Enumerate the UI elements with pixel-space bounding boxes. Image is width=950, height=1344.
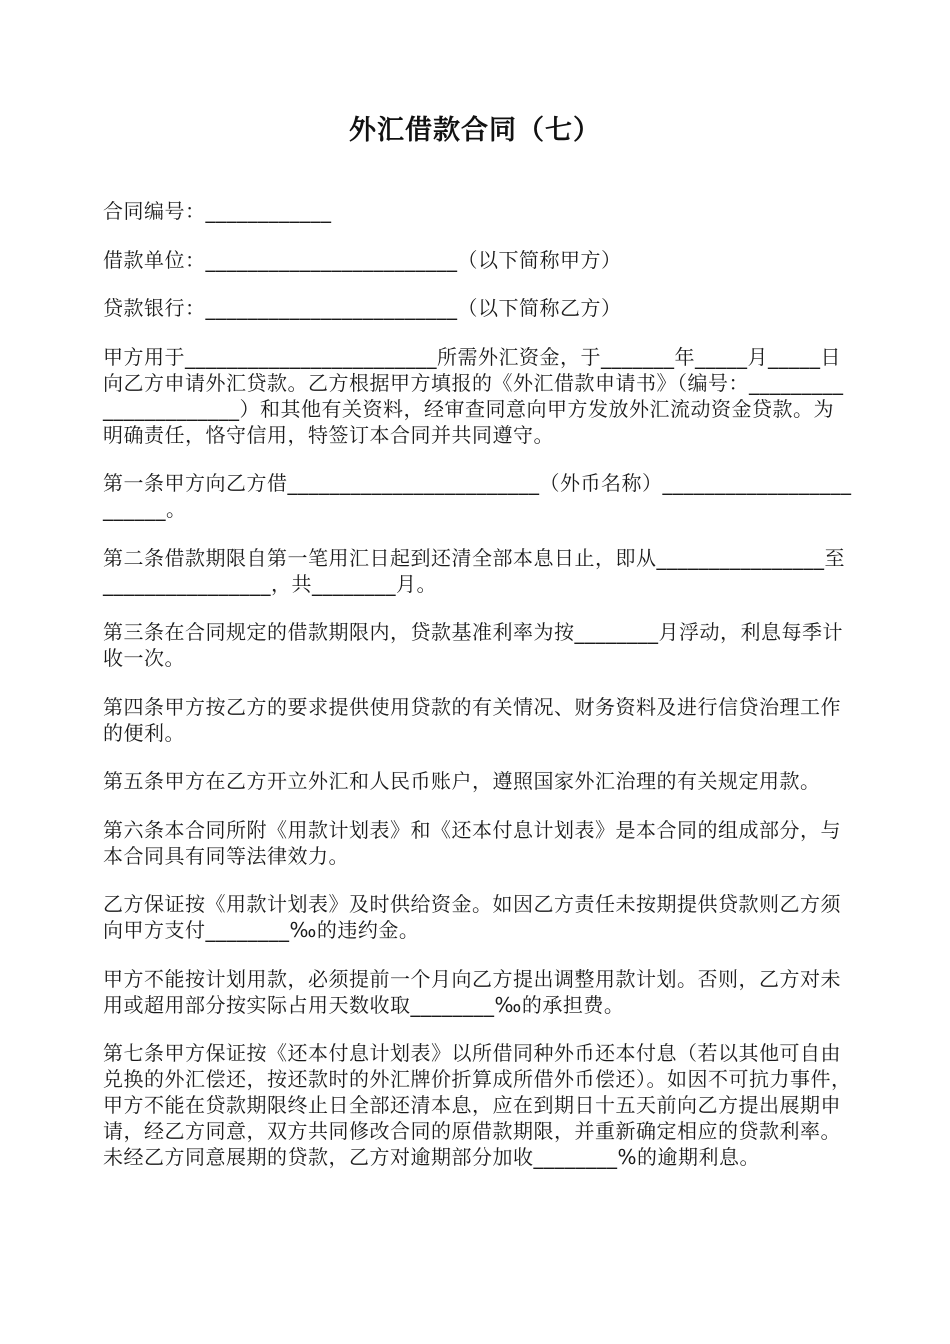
document-body bbox=[103, 198, 853, 1193]
article-1-paragraph: 第一条甲方向乙方借________________________（外币名称）________________________。 bbox=[103, 471, 852, 521]
article-2-paragraph: 第二条借款期限自第一笔用汇日起到还清全部本息日止，即从________________至________________，共________月。 bbox=[103, 545, 845, 596]
preamble-paragraph: 甲方用于________________________所需外汇资金，于_______年_____月_____日向乙方申请外汇贷款。乙方根据甲方填报的《外汇借款申请书》（编号：______________________）和其他有关资料，经审查同意向甲方发放外汇流动资金贷款。为明确责任，恪守信用，特签订本合同并共同遵守。 bbox=[103, 344, 844, 447]
article-6-paragraph: 第六条本合同所附《用款计划表》和《还本付息计划表》是本合同的组成部分，与本合同具有同等法律效力。 bbox=[103, 817, 841, 868]
article-4-paragraph: 第四条甲方按乙方的要求提供使用贷款的有关情况、财务资料及进行信贷治理工作的便利。 bbox=[103, 694, 841, 745]
lender-bank-line: 贷款银行：________________________（以下简称乙方） bbox=[103, 296, 622, 320]
borrower-line: 借款单位：________________________（以下简称甲方） bbox=[103, 247, 622, 272]
document-title: 外汇借款合同（七） bbox=[349, 115, 601, 146]
article-5-paragraph: 第五条甲方在乙方开立外汇和人民币账户，遵照国家外汇治理的有关规定用款。 bbox=[103, 769, 821, 793]
article-3-paragraph: 第三条在合同规定的借款期限内，贷款基准利率为按________月浮动，利息每季计收一次。 bbox=[103, 620, 843, 670]
borrower-adjustment-paragraph: 甲方不能按计划用款，必须提前一个月向乙方提出调整用款计划。否则，乙方对未用或超用部分按实际占用天数收取________‰的承担费。 bbox=[103, 966, 841, 1017]
lender-guarantee-paragraph: 乙方保证按《用款计划表》及时供给资金。如因乙方责任未按期提供贷款则乙方须向甲方支付________‰的违约金。 bbox=[103, 892, 841, 942]
article-7-paragraph: 第七条甲方保证按《还本付息计划表》以所借同种外币还本付息（若以其他可自由兑换的外汇偿还，按还款时的外汇牌价折算成所借外币偿还）。如因不可抗力事件，甲方不能在贷款期限终止日全部还清本息，应在到期日十五天前向乙方提出展期申请，经乙方同意，双方共同修改合同的原借款期限，并重新确定相应的贷款利率。未经乙方同意展期的贷款，乙方对逾期部分加收________%的逾期利息。 bbox=[103, 1041, 852, 1169]
contract-number-line: 合同编号：____________ bbox=[103, 199, 332, 223]
